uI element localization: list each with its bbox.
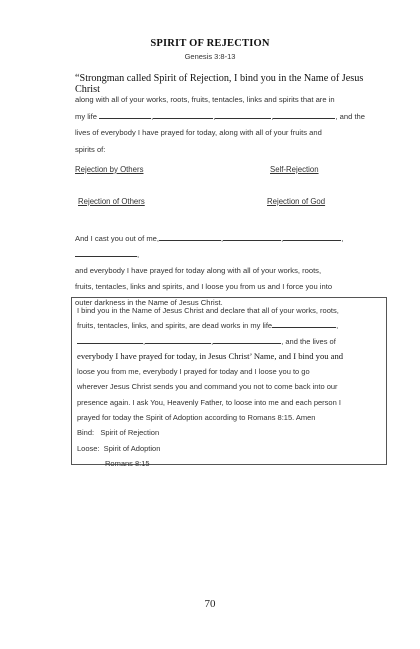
- comma: ,: [221, 234, 224, 243]
- comma: ,: [341, 234, 344, 243]
- comma: ,: [281, 234, 284, 243]
- comma: ,: [213, 111, 216, 121]
- fill-blank: [273, 110, 335, 119]
- box-line-7: presence again. I ask You, Heavenly Father, to loose into me and each person I: [77, 397, 341, 407]
- box-line-1: I bind you in the Name of Jesus Christ and declare that all of your works, roots,: [77, 306, 339, 315]
- fill-blank: [283, 232, 344, 243]
- rejection-by-others: Rejection by Others: [75, 165, 144, 174]
- binding-line-2-start: my life: [75, 111, 97, 121]
- comma: ,: [151, 111, 154, 121]
- comma: ,: [137, 250, 140, 259]
- loose-line: Loose: Spirit of Adoption: [77, 443, 161, 453]
- binding-line-1: along with all of your works, roots, fruits, tentacles, links and spirits that are in: [75, 95, 335, 104]
- binding-line-4: spirits of:: [75, 144, 106, 154]
- cast-out-line-2: and everybody I have prayed for today along with all of your works, roots,: [75, 266, 322, 275]
- binding-line-2-end: , and the: [335, 111, 366, 121]
- page-number: 70: [204, 598, 216, 610]
- comma: ,: [336, 321, 339, 331]
- opening-line: “Strongman called Spirit of Rejection, I bind you in the Name of Jesus Christ: [75, 73, 364, 95]
- fill-blank: [215, 110, 274, 121]
- fill-blank: [77, 335, 146, 346]
- box-line-4: everybody I have prayed for today, in Jesus Christ’ Name, and I bind you and: [77, 350, 344, 361]
- scripture-reference: Genesis 3:8-13: [184, 52, 236, 61]
- cast-out-line-4: outer darkness in the Name of Jesus Christ.: [75, 298, 223, 307]
- cast-out-line-3: fruits, tentacles, links and spirits, and I loose you from us and I force you into: [75, 282, 333, 291]
- comma: ,: [143, 336, 146, 346]
- fill-blank: [159, 232, 224, 243]
- binding-line-2: [75, 109, 385, 126]
- prayer-box-text: [77, 303, 382, 471]
- cast-out-line-1-start: And I cast you out of me,: [75, 234, 159, 243]
- comma: ,: [271, 111, 274, 121]
- box-line-3: [77, 334, 382, 349]
- bind-line: Bind: Spirit of Rejection: [77, 428, 160, 438]
- cast-out-line-1: [75, 231, 385, 263]
- fill-blank: [272, 319, 339, 331]
- box-line-2: [77, 318, 382, 333]
- page-title: SPIRIT OF REJECTION: [150, 38, 270, 49]
- fill-blank: [75, 248, 140, 259]
- scripture-footnote: Romans 8:15: [105, 458, 150, 468]
- fill-blank: [99, 110, 154, 121]
- box-line-5: loose you from me, everybody I prayed for today and I loose you to go: [77, 367, 310, 377]
- box-line-8: prayed for today the Spirit of Adoption according to Romans 8:15. Amen: [77, 413, 316, 423]
- binding-paragraph: [75, 92, 385, 158]
- comma: ,: [211, 336, 214, 346]
- box-line-6: wherever Jesus Christ sends you and command you not to come back into our: [77, 382, 338, 392]
- fill-blank: [213, 335, 281, 344]
- fill-blank: [145, 335, 214, 346]
- box-line-3-end: , and the lives of: [281, 336, 336, 346]
- rejection-of-others: Rejection of Others: [78, 197, 145, 206]
- fill-blank: [153, 110, 216, 121]
- rejection-of-god: Rejection of God: [267, 197, 326, 206]
- binding-line-3: lives of everybody I have prayed for today, along with all of your fruits and: [75, 128, 322, 137]
- box-line-2-start: fruits, tentacles, links, and spirits, are dead works in my life: [77, 321, 273, 331]
- fill-blank: [223, 232, 284, 243]
- self-rejection: Self-Rejection: [270, 165, 319, 174]
